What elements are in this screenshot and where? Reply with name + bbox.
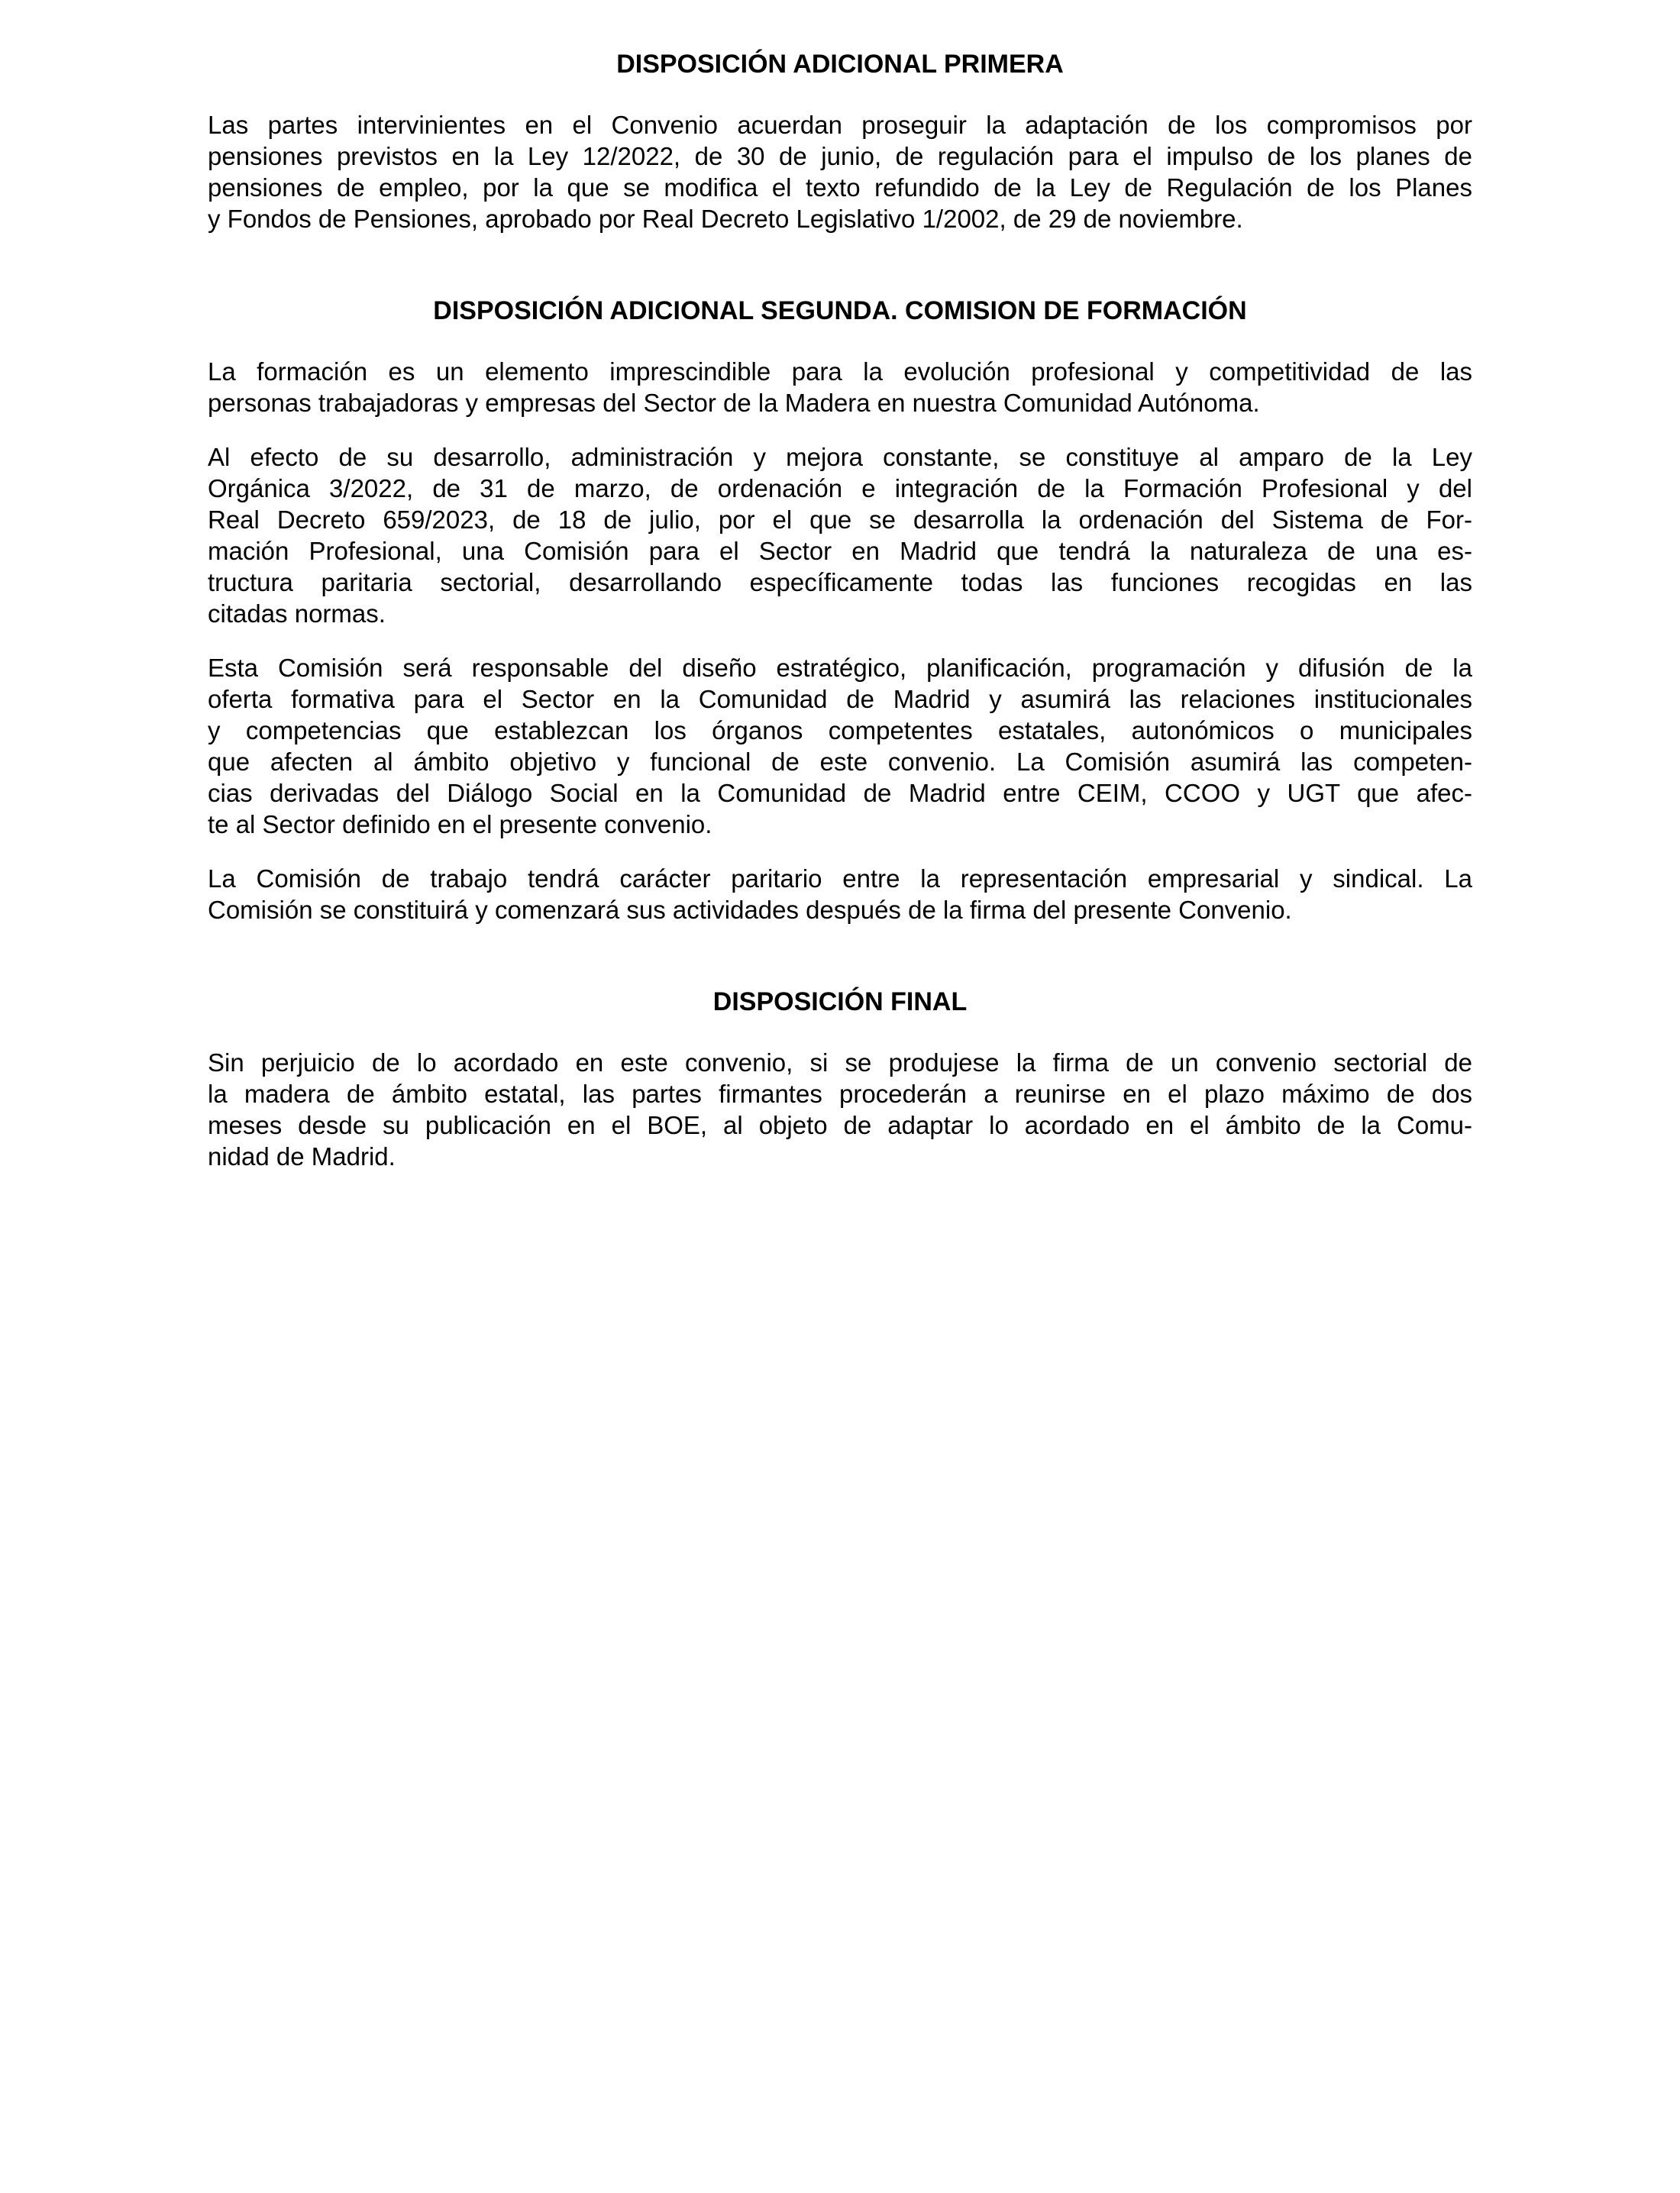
paragraph-line: y competencias que establezcan los órganos competentes estatales, autonómicos o municipales (208, 716, 1472, 744)
paragraph (208, 356, 1472, 418)
section-disposicion-adicional-primera (208, 49, 1472, 234)
paragraph-line: Las partes intervinientes en el Convenio acuerdan proseguir la adaptación de los compromisos por (208, 111, 1472, 139)
paragraph (208, 1047, 1472, 1172)
paragraph-line: Orgánica 3/2022, de 31 de marzo, de ordenación e integración de la Formación Profesional y del (208, 474, 1472, 502)
section-heading: DISPOSICIÓN ADICIONAL SEGUNDA. COMISION DE FORMACIÓN (433, 296, 1247, 325)
paragraph-line: citadas normas. (208, 599, 386, 628)
paragraph-line: Al efecto de su desarrollo, administración y mejora constante, se constituye al amparo de la Ley (208, 443, 1472, 471)
paragraph-line: La formación es un elemento imprescindible para la evolución profesional y competitividad de las (208, 357, 1472, 386)
section-disposicion-final (208, 987, 1472, 1172)
section-heading: DISPOSICIÓN FINAL (712, 987, 968, 1016)
paragraph-line: pensiones de empleo, por la que se modifica el texto refundido de la Ley de Regulación de los Planes (208, 173, 1472, 202)
paragraph-line: personas trabajadoras y empresas del Sector de la Madera en nuestra Comunidad Autónoma. (208, 389, 1260, 417)
paragraph-line: La Comisión de trabajo tendrá carácter paritario entre la representación empresarial y sindical. La (208, 864, 1472, 893)
paragraph-line: nidad de Madrid. (208, 1142, 396, 1171)
paragraph-line: y Fondos de Pensiones, aprobado por Real Decreto Legislativo 1/2002, de 29 de noviembre. (208, 205, 1243, 233)
paragraph-line: te al Sector definido en el presente convenio. (208, 810, 712, 838)
paragraph-line: Comisión se constituirá y comenzará sus actividades después de la firma del presente Convenio. (208, 896, 1292, 924)
paragraph-line: que afecten al ámbito objetivo y funcional de este convenio. La Comisión asumirá las competen- (208, 748, 1472, 776)
paragraph (208, 441, 1472, 629)
paragraph-line: Esta Comisión será responsable del diseño estratégico, planificación, programación y difusión de la (208, 654, 1472, 682)
paragraph-line: cias derivadas del Diálogo Social en la Comunidad de Madrid entre CEIM, CCOO y UGT que afec- (208, 779, 1472, 807)
paragraph-line: Sin perjuicio de lo acordado en este convenio, si se produjese la firma de un convenio sectorial de (208, 1048, 1472, 1077)
section-disposicion-adicional-segunda (208, 296, 1472, 925)
paragraph (208, 109, 1472, 234)
paragraph-line: Real Decreto 659/2023, de 18 de julio, por el que se desarrolla la ordenación del Sistema de For- (208, 505, 1472, 534)
section-heading: DISPOSICIÓN ADICIONAL PRIMERA (616, 50, 1064, 79)
paragraph (208, 863, 1472, 925)
paragraph-line: pensiones previstos en la Ley 12/2022, de 30 de junio, de regulación para el impulso de los planes de (208, 142, 1472, 170)
paragraph-line: tructura paritaria sectorial, desarrollando específicamente todas las funciones recogidas en las (208, 568, 1472, 596)
paragraph (208, 652, 1472, 840)
paragraph-line: oferta formativa para el Sector en la Comunidad de Madrid y asumirá las relaciones institucionales (208, 685, 1472, 713)
paragraph-line: mación Profesional, una Comisión para el Sector en Madrid que tendrá la naturaleza de una es- (208, 537, 1472, 565)
paragraph-line: la madera de ámbito estatal, las partes firmantes procederán a reunirse en el plazo máximo de dos (208, 1080, 1472, 1108)
paragraph-line: meses desde su publicación en el BOE, al objeto de adaptar lo acordado en el ámbito de la Comu- (208, 1111, 1472, 1139)
